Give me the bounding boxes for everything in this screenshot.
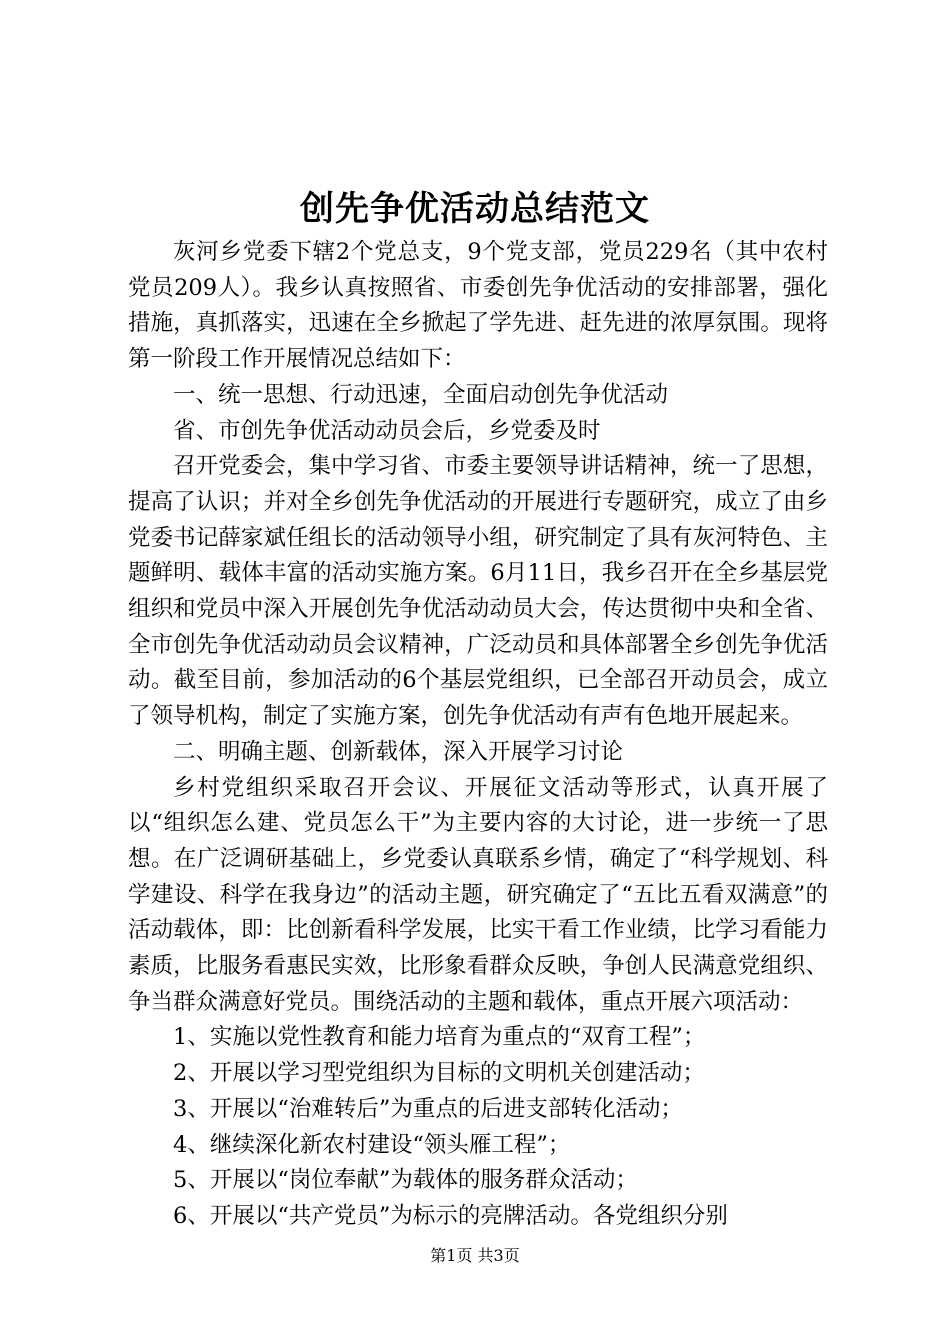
list-item: 1、实施以党性教育和能力培育为重点的“双育工程”；: [173, 1024, 706, 1051]
list-item: 6、开展以“共产党员”为标示的亮牌活动。各党组织分别: [173, 1202, 728, 1229]
body-paragraph: 省、市创先争优活动动员会后，乡党委及时: [173, 417, 601, 444]
intro-paragraph: 灰河乡党委下辖2个党总支，9个党支部，党员229名（其中农村党员209人）。我乡认真按照省、市委创先争优活动的安排部署，强化措施，真抓落实，迅速在全乡掀起了学先进、赶先进的浓厚氛围。现将第一阶段工作开展情况总结如下：: [128, 239, 828, 373]
section-heading-1: 一、统一思想、行动迅速，全面启动创先争优活动: [173, 381, 669, 408]
body-paragraph: 乡村党组织采取召开会议、开展征文活动等形式，认真开展了以“组织怎么建、党员怎么干”为主要内容的大讨论，进一步统一了思想。在广泛调研基础上，乡党委认真联系乡情，确定了“科学规划、科学建设、科学在我身边”的活动主题，研究确定了“五比五看双满意”的活动载体，即：比创新看科学发展，比实干看工作业绩，比学习看能力素质，比服务看惠民实效，比形象看群众反映，争创人民满意党组织、争当群众满意好党员。围绕活动的主题和载体，重点开展六项活动：: [128, 774, 828, 1015]
document-title: 创先争优活动总结范文: [300, 189, 650, 229]
list-item: 3、开展以“治难转后”为重点的后进支部转化活动；: [173, 1095, 683, 1122]
body-paragraph: 召开党委会，集中学习省、市委主要领导讲话精神，统一了思想，提高了认识；并对全乡创先争优活动的开展进行专题研究，成立了由乡党委书记薛家斌任组长的活动领导小组，研究制定了具有灰河特色、主题鲜明、载体丰富的活动实施方案。6月11日，我乡召开在全乡基层党组织和党员中深入开展创先争优活动动员大会，传达贯彻中央和全省、全市创先争优活动动员会议精神，广泛动员和具体部署全乡创先争优活动。截至目前，参加活动的6个基层党组织，已全部召开动员会，成立了领导机构，制定了实施方案，创先争优活动有声有色地开展起来。: [128, 453, 828, 730]
list-item: 4、继续深化新农村建设“领头雁工程”；: [173, 1131, 571, 1158]
list-item: 5、开展以“岗位奉献”为载体的服务群众活动；: [173, 1167, 638, 1194]
document-body: [128, 235, 828, 1235]
page-footer: 第1页 共3页: [430, 1246, 520, 1265]
list-item: 2、开展以学习型党组织为目标的文明机关创建活动；: [173, 1060, 705, 1087]
section-heading-2: 二、明确主题、创新载体，深入开展学习讨论: [173, 738, 624, 765]
